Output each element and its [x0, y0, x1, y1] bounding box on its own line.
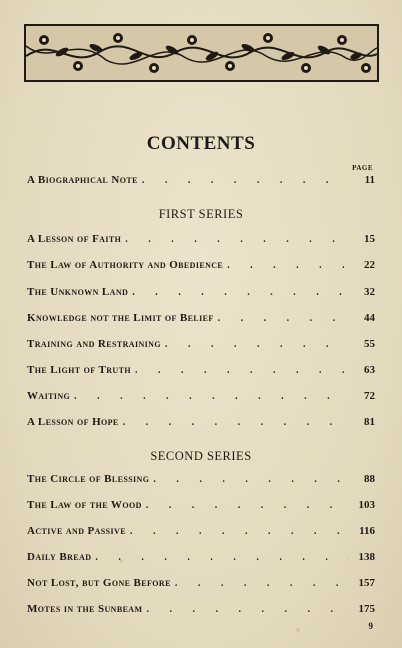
entry-title: Active and Passive [27, 525, 126, 537]
dot-leader [135, 365, 349, 376]
entry-title: The Law of Authority and Obedience [27, 259, 224, 271]
series-heading: SECOND SERIES [150, 449, 252, 463]
paper-stain [296, 628, 300, 632]
dot-leader [146, 500, 349, 511]
dot-leader [130, 526, 349, 537]
floral-vine-icon [24, 24, 379, 82]
toc-entry[interactable] [27, 473, 375, 491]
entry-page-number: 103 [358, 499, 375, 511]
entry-title: The Circle of Blessing [27, 473, 150, 485]
entry-page-number: 72 [364, 390, 375, 402]
toc-entry[interactable] [27, 525, 375, 543]
entry-page-number: 88 [364, 473, 375, 485]
entry-title: The Light of Truth [27, 364, 131, 376]
entry-title: Waiting [27, 390, 71, 402]
dot-leader [146, 604, 349, 615]
entry-title: The Unknown Land [27, 286, 129, 298]
entry-title: A Biographical Note [27, 174, 138, 186]
toc-entry[interactable] [27, 233, 375, 251]
entry-title: Training and Restraining [27, 338, 161, 350]
entry-page-number: 44 [364, 312, 375, 324]
dot-leader [142, 175, 349, 186]
toc-entry[interactable] [27, 364, 375, 382]
entry-page-number: 116 [359, 525, 375, 537]
toc-entry[interactable] [27, 259, 375, 277]
toc-entry[interactable] [27, 390, 375, 408]
entry-title: A Lesson of Faith [27, 233, 122, 245]
dot-leader [74, 391, 349, 402]
toc-entry[interactable] [27, 312, 375, 330]
entry-page-number: 157 [358, 577, 375, 589]
dot-leader [175, 578, 349, 589]
entry-page-number: 22 [364, 259, 375, 271]
toc-entry[interactable] [27, 577, 375, 595]
paper-stain [120, 560, 123, 563]
contents-heading: CONTENTS [146, 133, 256, 154]
dot-leader [95, 552, 349, 563]
entry-title: Daily Bread [27, 551, 92, 563]
entry-page-number: 81 [364, 416, 375, 428]
entry-title: The Law of the Wood [27, 499, 142, 511]
toc-entry[interactable] [27, 416, 375, 434]
dot-leader [165, 339, 349, 350]
dot-leader [153, 474, 349, 485]
toc-entry[interactable] [27, 603, 375, 621]
entry-title: Not Lost, but Gone Before [27, 577, 171, 589]
dot-leader [123, 417, 349, 428]
entry-page-number: 175 [358, 603, 375, 615]
page-column-label: PAGE [352, 164, 373, 172]
signature-mark: 9 [368, 621, 373, 631]
dot-leader [218, 313, 349, 324]
dot-leader [132, 287, 349, 298]
entry-title: Knowledge not the Limit of Belief [27, 312, 214, 324]
entry-title: Motes in the Sunbeam [27, 603, 143, 615]
dot-leader [227, 260, 349, 271]
toc-entry[interactable] [27, 551, 375, 569]
entry-page-number: 15 [364, 233, 375, 245]
entry-page-number: 63 [364, 364, 375, 376]
entry-page-number: 11 [364, 174, 375, 186]
entry-page-number: 55 [364, 338, 375, 350]
toc-entry[interactable] [27, 286, 375, 304]
toc-entry[interactable] [27, 499, 375, 517]
series-heading: FIRST SERIES [158, 207, 244, 221]
entry-title: A Lesson of Hope [27, 416, 119, 428]
entry-page-number: 138 [358, 551, 375, 563]
entry-page-number: 32 [364, 286, 375, 298]
toc-entry[interactable] [27, 174, 375, 192]
toc-entry[interactable] [27, 338, 375, 356]
dot-leader [125, 234, 349, 245]
